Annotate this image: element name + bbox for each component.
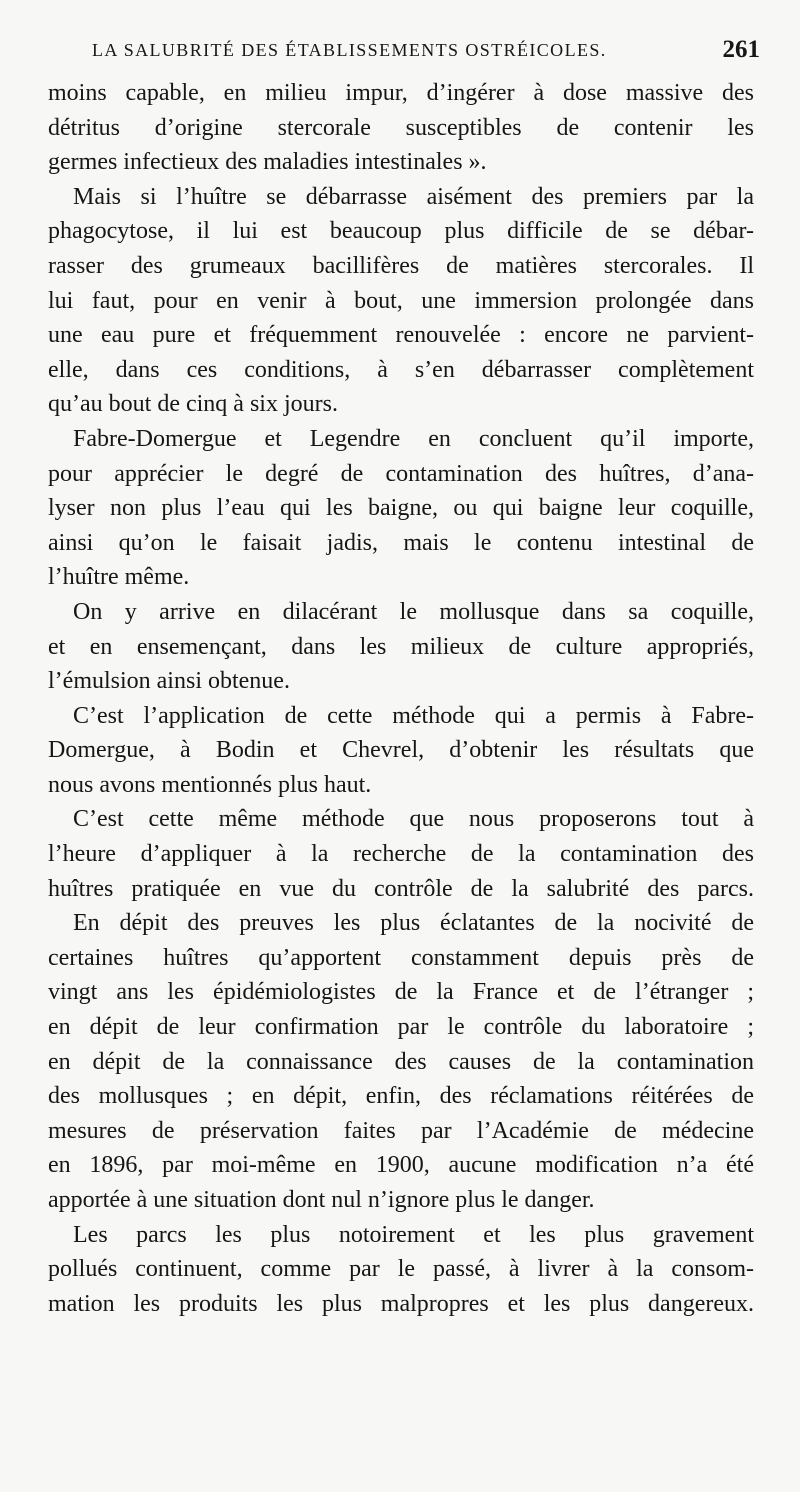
text-line: détritus d’origine stercorale susceptibles de contenir les (48, 114, 754, 141)
text-line: ainsi qu’on le faisait jadis, mais le contenu intestinal de (48, 529, 754, 556)
text-line: mation les produits les plus malpropres et les plus dangereux. (48, 1290, 754, 1317)
text-line: Fabre-Domergue et Legendre en concluent qu’il importe, (73, 425, 754, 452)
text-line: En dépit des preuves les plus éclatantes de la nocivité de (73, 910, 754, 937)
text-line: On y arrive en dilacérant le mollusque dans sa coquille, (73, 598, 754, 625)
text-line: l’heure d’appliquer à la recherche de la contamination des (48, 841, 754, 868)
text-line: Les parcs les plus notoirement et les plus gravement (73, 1221, 754, 1248)
text-line: en 1896, par moi-même en 1900, aucune modification n’a été (48, 1152, 754, 1179)
text-line: C’est cette même méthode que nous proposerons tout à (73, 806, 754, 833)
text-line: l’huître même. (48, 564, 190, 591)
text-line: lui faut, pour en venir à bout, une immersion prolongée dans (48, 287, 754, 314)
text-line: huîtres pratiquée en vue du contrôle de la salubrité des parcs. (48, 875, 754, 902)
text-line: elle, dans ces conditions, à s’en débarrasser complètement (48, 356, 754, 383)
text-line: pollués continuent, comme par le passé, à livrer à la consom- (48, 1256, 754, 1283)
text-line: vingt ans les épidémiologistes de la France et de l’étranger ; (48, 979, 754, 1006)
text-line: qu’au bout de cinq à six jours. (48, 391, 338, 418)
text-line: apportée à une situation dont nul n’ignore plus le danger. (48, 1187, 595, 1213)
text-line: lyser non plus l’eau qui les baigne, ou qui baigne leur coquille, (48, 495, 754, 522)
page-number: 261 (722, 36, 760, 63)
text-line: Domergue, à Bodin et Chevrel, d’obtenir les résultats que (48, 737, 754, 764)
text-line: en dépit de la connaissance des causes de la contamination (48, 1048, 754, 1075)
running-title: LA SALUBRITÉ DES ÉTABLISSEMENTS OSTRÉICOLES. (92, 40, 607, 60)
text-line: mesures de préservation faites par l’Académie de médecine (48, 1117, 754, 1144)
text-line: des mollusques ; en dépit, enfin, des réclamations réitérées de (48, 1083, 754, 1110)
text-line: germes infectieux des maladies intestinales ». (48, 149, 487, 176)
body-text (48, 76, 754, 1321)
text-line: rasser des grumeaux bacillifères de matières stercorales. Il (48, 252, 754, 279)
text-line: en dépit de leur confirmation par le contrôle du laboratoire ; (48, 1014, 754, 1041)
text-line: C’est l’application de cette méthode qui a permis à Fabre- (73, 702, 754, 729)
running-head (92, 36, 760, 66)
text-line: nous avons mentionnés plus haut. (48, 771, 372, 798)
text-line: moins capable, en milieu impur, d’ingérer à dose massive des (48, 80, 754, 106)
text-line: pour apprécier le degré de contamination des huîtres, d’ana- (48, 460, 754, 487)
text-line: l’émulsion ainsi obtenue. (48, 668, 290, 695)
text-line: phagocytose, il lui est beaucoup plus difficile de se débar- (48, 218, 754, 245)
text-line: certaines huîtres qu’apportent constamment depuis près de (48, 944, 754, 971)
text-line: et en ensemençant, dans les milieux de culture appropriés, (48, 633, 754, 660)
text-line: une eau pure et fréquemment renouvelée : encore ne parvient- (48, 322, 754, 349)
text-line: Mais si l’huître se débarrasse aisément des premiers par la (73, 183, 754, 210)
